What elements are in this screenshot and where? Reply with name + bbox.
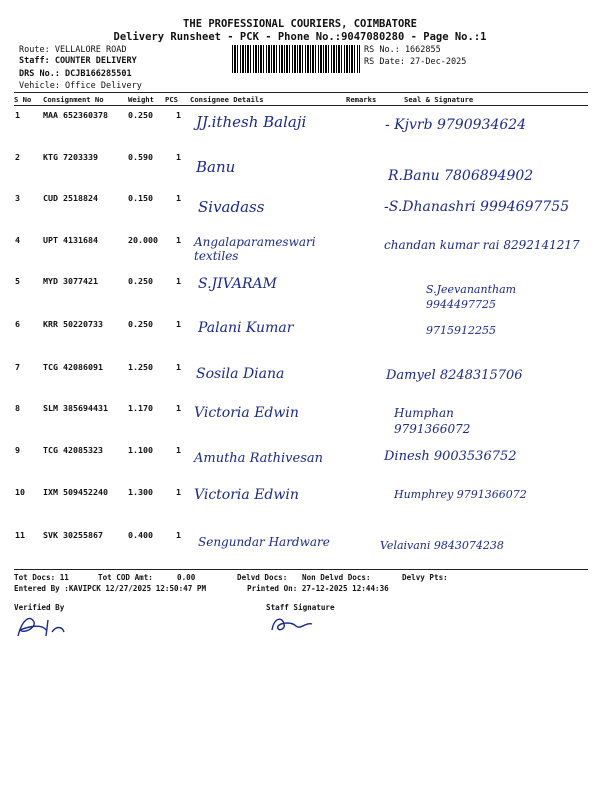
row-consignment: KRR 50220733 (43, 319, 103, 329)
row-sno: 3 (15, 193, 20, 203)
row-consignment: IXM 509452240 (43, 487, 108, 497)
row-weight: 0.400 (128, 530, 153, 540)
col-pcs: PCS (165, 95, 178, 104)
row-pcs: 1 (176, 530, 181, 540)
row-pcs: 1 (176, 110, 181, 120)
rs-date: RS Date: 27-Dec-2025 (364, 57, 467, 67)
row-seal-signature: -S.Dhanashri 9994697755 (384, 199, 570, 215)
row-seal-signature: Humphrey 9791366072 (394, 488, 527, 501)
row-seal-signature: Humphan 9791366072 (394, 406, 471, 436)
row-consignee: Sivadass (198, 198, 265, 216)
drs-number: DRS No.: DCJB166285501 (19, 69, 132, 79)
row-seal-signature: Velaivani 9843074238 (380, 539, 504, 552)
delvy-pts: Delvy Pts: (402, 573, 448, 582)
row-consignee: JJ.ithesh Balaji (196, 113, 307, 131)
row-seal-signature: S.Jeevanantham 9944497725 (426, 283, 517, 311)
row-sno: 5 (15, 276, 20, 286)
header-rule-bottom (14, 105, 588, 106)
row-consignee: Sosila Diana (196, 366, 285, 382)
row-consignee: Banu (196, 158, 236, 176)
row-consignment: UPT 4131684 (43, 235, 98, 245)
row-sno: 6 (15, 319, 20, 329)
row-seal-signature: chandan kumar rai 8292141217 (384, 238, 580, 252)
staff-signature (266, 612, 326, 636)
row-pcs: 1 (176, 403, 181, 413)
row-consignee: Amutha Rathivesan (194, 451, 323, 466)
printed-on: Printed On: 27-12-2025 12:44:36 (247, 584, 389, 593)
row-consignment: TCG 42086091 (43, 362, 103, 372)
tot-cod-amount: 0.00 (177, 573, 196, 582)
tot-docs: Tot Docs: 11 (14, 573, 69, 582)
row-weight: 20.000 (128, 235, 158, 245)
row-consignee: Victoria Edwin (194, 405, 299, 421)
col-remarks: Remarks (346, 95, 377, 104)
vehicle: Vehicle: Office Delivery (19, 81, 142, 91)
row-consignment: KTG 7203339 (43, 152, 98, 162)
col-seal: Seal & Signature (404, 95, 474, 104)
row-pcs: 1 (176, 193, 181, 203)
company-name: THE PROFESSIONAL COURIERS, COIMBATORE (183, 18, 417, 30)
row-weight: 0.150 (128, 193, 153, 203)
col-consignee: Consignee Details (190, 95, 264, 104)
delvd-docs: Delvd Docs: (237, 573, 288, 582)
row-seal-signature: R.Banu 7806894902 (388, 168, 534, 184)
row-sno: 10 (15, 487, 25, 497)
row-sno: 2 (15, 152, 20, 162)
row-pcs: 1 (176, 235, 181, 245)
row-pcs: 1 (176, 445, 181, 455)
col-sno: S No (14, 95, 32, 104)
col-weight: Weight (128, 95, 154, 104)
row-consignment: MYD 3077421 (43, 276, 98, 286)
row-weight: 1.300 (128, 487, 153, 497)
row-pcs: 1 (176, 362, 181, 372)
row-weight: 0.250 (128, 319, 153, 329)
staff: Staff: COUNTER DELIVERY (19, 56, 137, 66)
row-seal-signature: Dinesh 9003536752 (384, 449, 517, 464)
row-pcs: 1 (176, 319, 181, 329)
row-consignment: MAA 652360378 (43, 110, 108, 120)
row-consignment: CUD 2518824 (43, 193, 98, 203)
row-consignment: SVK 30255867 (43, 530, 103, 540)
col-consignment: Consignment No (43, 95, 104, 104)
entered-by: Entered By :KAVIPCK 12/27/2025 12:50:47 PM (14, 584, 207, 593)
staff-signature-label: Staff Signature (266, 603, 335, 612)
tot-cod-label: Tot COD Amt: (98, 573, 153, 582)
row-weight: 1.170 (128, 403, 153, 413)
row-weight: 1.100 (128, 445, 153, 455)
row-sno: 11 (15, 530, 25, 540)
row-sno: 1 (15, 110, 20, 120)
row-weight: 1.250 (128, 362, 153, 372)
row-weight: 0.250 (128, 110, 153, 120)
row-sno: 4 (15, 235, 20, 245)
row-seal-signature: - Kjvrb 9790934624 (385, 117, 527, 133)
row-seal-signature: 9715912255 (426, 324, 496, 337)
row-consignee: Palani Kumar (198, 320, 294, 336)
row-pcs: 1 (176, 152, 181, 162)
header-rule-top (14, 92, 588, 93)
row-consignee: S.JIVARAM (198, 276, 277, 292)
verified-signature (12, 612, 72, 642)
runsheet-subtitle: Delivery Runsheet - PCK - Phone No.:9047080280 - Page No.:1 (113, 31, 487, 43)
row-pcs: 1 (176, 276, 181, 286)
row-consignee: Victoria Edwin (194, 487, 299, 503)
verified-by-label: Verified By (14, 603, 65, 612)
row-sno: 9 (15, 445, 20, 455)
rs-number: RS No.: 1662855 (364, 45, 441, 55)
row-weight: 0.590 (128, 152, 153, 162)
route: Route: VELLALORE ROAD (19, 45, 127, 55)
row-pcs: 1 (176, 487, 181, 497)
non-delvd-docs: Non Delvd Docs: (302, 573, 371, 582)
row-weight: 0.250 (128, 276, 153, 286)
row-sno: 7 (15, 362, 20, 372)
barcode (232, 45, 360, 73)
row-consignment: TCG 42085323 (43, 445, 103, 455)
row-sno: 8 (15, 403, 20, 413)
row-consignee: Sengundar Hardware (198, 535, 330, 549)
row-consignee: Angalaparameswari textiles (194, 235, 316, 263)
footer-rule (14, 569, 588, 570)
row-seal-signature: Damyel 8248315706 (386, 368, 523, 383)
row-consignment: SLM 385694431 (43, 403, 108, 413)
